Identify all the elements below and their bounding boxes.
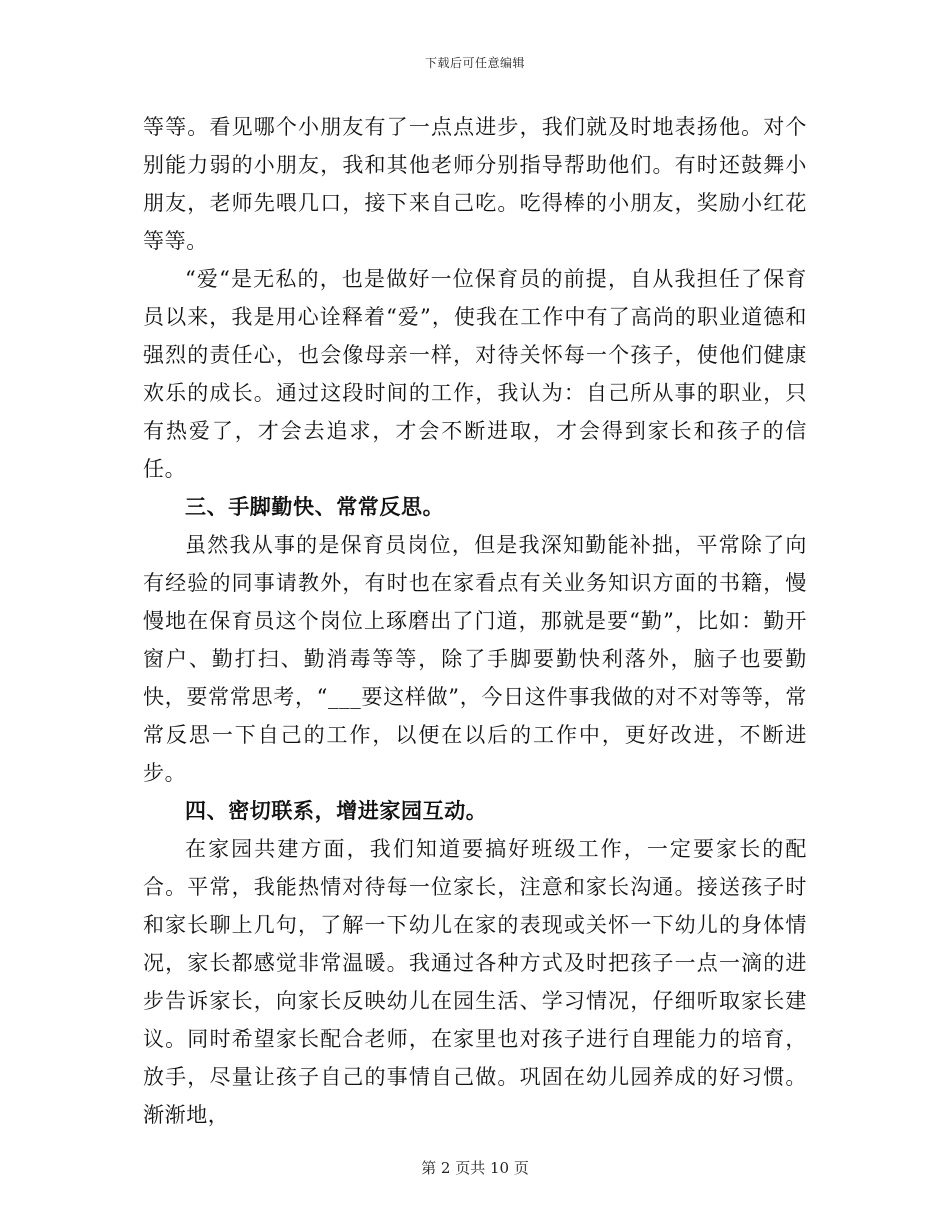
page-number: 第 2 页共 10 页 bbox=[421, 1159, 529, 1177]
section-heading-three: 三、手脚勤快、常常反思。 bbox=[185, 494, 445, 519]
paragraph-diligence: 虽然我从事的是保育员岗位，但是我深知勤能补拙，平常除了向有经验的同事请教外，有时也在家看点有关业务知识方面的书籍，慢慢地在保育员这个岗位上琢磨出了门道，那就是要“勤”，比如：勤开窗户、勤打扫、勤消毒等等，除了手脚要勤快利落外，脑子也要勤快，要常常思考，“___要这样做”，今日这件事我做的对不对等等，常常反思一下自己的工作，以便在以后的工作中，更好改进，不断进步。 bbox=[143, 533, 807, 785]
document-body bbox=[143, 108, 807, 1134]
paragraph-continuation: 等等。看见哪个小朋友有了一点点进步，我们就及时地表扬他。对个别能力弱的小朋友，我和其他老师分别指导帮助他们。有时还鼓舞小朋友，老师先喂几口，接下来自己吃。吃得棒的小朋友，奖励小红花等等。 bbox=[143, 115, 807, 253]
section-heading-four: 四、密切联系，增进家园互动。 bbox=[185, 798, 488, 823]
page-header: 下载后可任意编辑 bbox=[424, 56, 525, 70]
paragraph-home-school: 在家园共建方面，我们知道要搞好班级工作，一定要家长的配合。平常，我能热情对待每一位家长，注意和家长沟通。接送孩子时和家长聊上几句，了解一下幼儿在家的表现或关怀一下幼儿的身体情况，家长都感觉非常温暖。我通过各种方式及时把孩子一点一滴的进步告诉家长，向家长反映幼儿在园生活、学习情况，仔细听取家长建议。同时希望家长配合老师，在家里也对孩子进行自理能力的培育，放手，尽量让孩子自己的事情自己做。巩固在幼儿园养成的好习惯。渐渐地， bbox=[143, 837, 807, 1127]
paragraph-love: “爱“是无私的，也是做好一位保育员的前提，自从我担任了保育员以来，我是用心诠释着“爱”，使我在工作中有了高尚的职业道德和强烈的责任心，也会像母亲一样，对待关怀每一个孩子，使他们健康欢乐的成长。通过这段时间的工作，我认为：自己所从事的职业，只有热爱了，才会去追求，才会不断进取，才会得到家长和孩子的信任。 bbox=[143, 267, 807, 481]
